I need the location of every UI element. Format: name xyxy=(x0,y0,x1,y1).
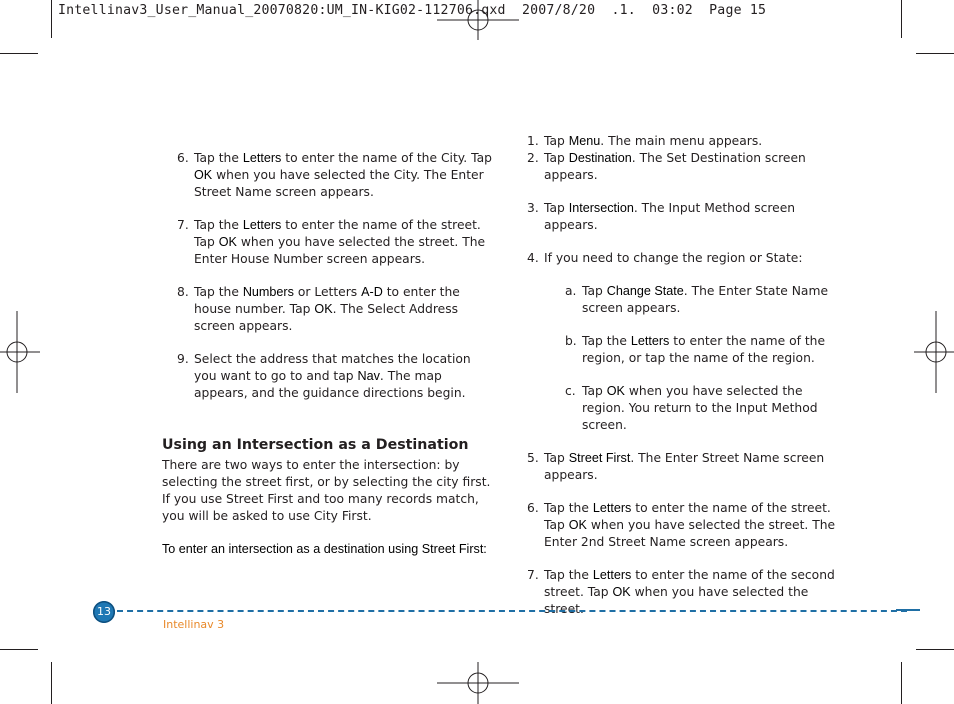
step-text-run: to enter the name of the street. Tap xyxy=(544,501,831,532)
list-item xyxy=(565,333,847,367)
ui-term: Street First xyxy=(568,451,631,465)
ui-term: Destination xyxy=(568,151,632,165)
list-item xyxy=(527,500,847,551)
step-text xyxy=(565,283,847,317)
step-number: c. xyxy=(565,384,576,398)
step-text-run: Tap xyxy=(544,151,569,165)
crop-mark-top-right-vertical xyxy=(901,0,902,38)
step-text-run: . The map appears, and the guidance directions begin. xyxy=(194,369,466,400)
step-number: 8. xyxy=(177,285,189,299)
list-item xyxy=(527,450,847,484)
step-text-run: when you have selected the region. You return to the Input Method screen. xyxy=(582,384,818,432)
ui-term: Letters xyxy=(242,218,282,232)
step-text-run: . The main menu appears. xyxy=(600,134,763,148)
step-text xyxy=(565,383,847,434)
list-item xyxy=(565,283,847,317)
sub-heading: To enter an intersection as a destination using Street First: xyxy=(162,542,487,556)
step-text-run: to enter the name of the second street. Tap xyxy=(544,568,835,599)
right-steps xyxy=(527,133,847,618)
crop-mark-bottom-left-vertical xyxy=(51,662,52,704)
ui-term: OK xyxy=(612,585,631,599)
ui-term: Nav xyxy=(357,369,380,383)
step-text-run: Tap the xyxy=(194,285,243,299)
registration-mark-bottom xyxy=(437,662,519,704)
footer-rule-end xyxy=(896,609,920,611)
step-text-run: Tap the xyxy=(194,218,243,232)
page-number-badge: 13 xyxy=(93,601,115,623)
step-text-run: Tap xyxy=(544,201,569,215)
step-text xyxy=(177,217,493,268)
step-text-run: Tap xyxy=(544,451,569,465)
step-number: b. xyxy=(565,334,577,348)
step-number: 2. xyxy=(527,151,539,165)
footer-brand: Intellinav 3 xyxy=(163,618,225,631)
step-text-run: to enter the house number. Tap xyxy=(194,285,460,316)
left-steps xyxy=(177,150,493,402)
step-number: 9. xyxy=(177,352,189,366)
crop-mark-bottom-right-horizontal xyxy=(916,649,954,650)
ui-term: Intersection xyxy=(568,201,634,215)
step-text xyxy=(527,200,847,234)
step-number: 3. xyxy=(527,201,539,215)
step-text xyxy=(527,133,847,150)
step-text-run: . The Input Method screen appears. xyxy=(544,201,796,232)
step-text-run: Tap the xyxy=(194,151,243,165)
step-text-run: when you have selected the street. xyxy=(544,585,809,616)
step-text-run: Tap xyxy=(582,284,607,298)
registration-mark-right xyxy=(914,311,954,393)
step-text xyxy=(177,351,493,402)
step-text xyxy=(527,500,847,551)
step-text xyxy=(527,150,847,184)
ui-term: Letters xyxy=(592,501,632,515)
step-text-run: If you need to change the region or State: xyxy=(544,251,803,265)
ui-term: Change State xyxy=(606,284,684,298)
list-item xyxy=(527,200,847,234)
ui-term: OK xyxy=(314,302,333,316)
ui-term: Letters xyxy=(630,334,670,348)
step-number: 7. xyxy=(177,218,189,232)
ui-term: Menu xyxy=(568,134,601,148)
ui-term: Letters xyxy=(242,151,282,165)
step-number: 6. xyxy=(177,151,189,165)
step-text-run: to enter the name of the region, or tap the name of the region. xyxy=(582,334,826,365)
step-number: 7. xyxy=(527,568,539,582)
step-text-run: Tap the xyxy=(544,568,593,582)
ui-term: OK xyxy=(218,235,237,249)
list-item xyxy=(527,250,847,267)
step-number: a. xyxy=(565,284,577,298)
list-item xyxy=(527,150,847,184)
ui-term: OK xyxy=(568,518,587,532)
step-text-run: when you have selected the street. The Enter 2nd Street Name screen appears. xyxy=(544,518,836,549)
step-text-run: Tap the xyxy=(544,501,593,515)
crop-mark-top-right-horizontal xyxy=(916,53,954,54)
crop-mark-top-left-vertical xyxy=(51,0,52,38)
list-item xyxy=(177,351,493,402)
step-number: 6. xyxy=(527,501,539,515)
section-title: Using an Intersection as a Destination xyxy=(162,437,469,453)
step-text-run: Select the address that matches the location you want to go to and tap xyxy=(194,352,471,383)
step-text-run: . The Enter Street Name screen appears. xyxy=(544,451,825,482)
step-text-run: . The Set Destination screen appears. xyxy=(544,151,806,182)
step-text-run: to enter the name of the street. Tap xyxy=(194,218,481,249)
list-item xyxy=(177,217,493,268)
print-slug: Intellinav3_User_Manual_20070820:UM_IN-KIG02-112706.qxd 2007/8/20 .1. 03:02 Page 15 xyxy=(58,3,767,18)
step-text-run: . The Enter State Name screen appears. xyxy=(582,284,829,315)
list-item xyxy=(565,383,847,434)
step-number: 4. xyxy=(527,251,539,265)
ui-term: OK xyxy=(606,384,625,398)
list-item xyxy=(177,284,493,335)
crop-mark-bottom-right-vertical xyxy=(901,662,902,704)
step-text-run: Tap the xyxy=(582,334,631,348)
step-text xyxy=(527,450,847,484)
crop-mark-bottom-left-horizontal xyxy=(0,649,38,650)
step-number: 5. xyxy=(527,451,539,465)
ui-term: Numbers xyxy=(242,285,294,299)
step-text-run: Tap xyxy=(544,134,569,148)
step-text xyxy=(177,150,493,201)
step-text-run: when you have selected the street. The Enter House Number screen appears. xyxy=(194,235,486,266)
ui-term: A-D xyxy=(361,285,383,299)
list-item xyxy=(527,133,847,150)
step-text-run: . The Select Address screen appears. xyxy=(194,302,459,333)
step-text-run: to enter the name of the City. Tap xyxy=(281,151,492,165)
step-text-run: when you have selected the City. The Enter Street Name screen appears. xyxy=(194,168,484,199)
ui-term: OK xyxy=(194,168,213,182)
step-text-run: or Letters xyxy=(293,285,362,299)
step-text xyxy=(527,250,847,267)
footer-dashed-rule xyxy=(117,610,907,612)
step-text-run: Tap xyxy=(582,384,607,398)
registration-mark-left xyxy=(0,311,40,393)
step-number: 1. xyxy=(527,134,539,148)
registration-mark-top xyxy=(437,0,519,40)
ui-term: Letters xyxy=(592,568,632,582)
crop-mark-top-left-horizontal xyxy=(0,53,38,54)
step-text xyxy=(177,284,493,335)
list-item xyxy=(177,150,493,201)
intro-paragraph: There are two ways to enter the intersection: by selecting the street first, or by selecting the city first. If you use Street First and too many records match, you will be asked to use City First. xyxy=(162,458,491,523)
step-text xyxy=(565,333,847,367)
